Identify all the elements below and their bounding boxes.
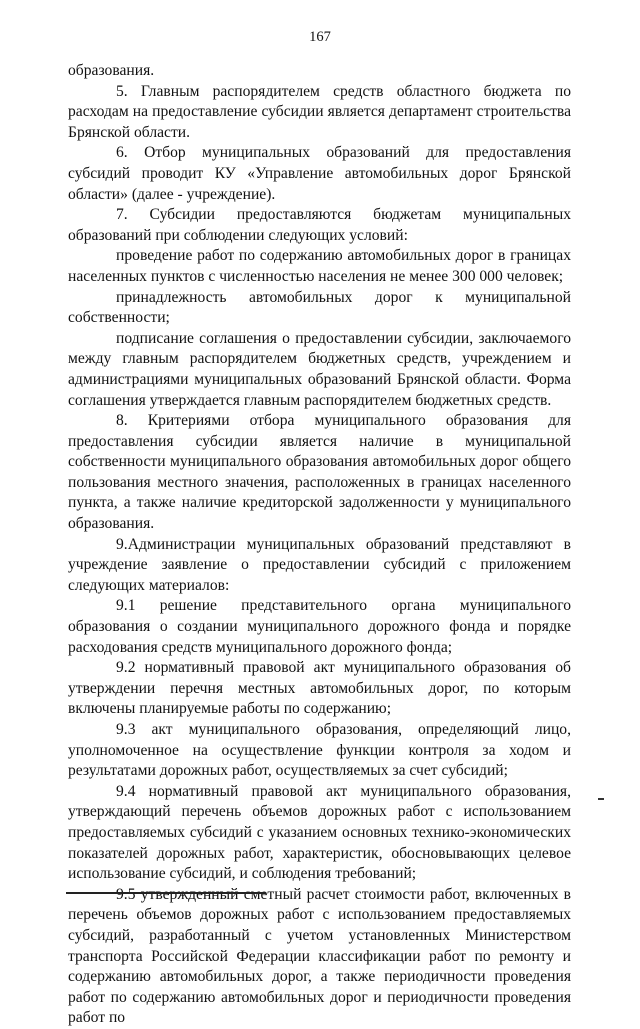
paragraph-6-selection: 6. Отбор муниципальных образований для предоставления субсидий проводит КУ «Управление автомобильных дорог Брянской области» (далее - учреждение). bbox=[68, 144, 571, 203]
scan-edge-line bbox=[66, 892, 266, 894]
condition-road-maintenance: проведение работ по содержанию автомобильных дорог в границах населенных пунктов с численностью населения не менее 300 000 человек; bbox=[68, 247, 571, 285]
paragraph-continuation: образования. bbox=[68, 62, 155, 79]
page-number: 167 bbox=[309, 29, 331, 45]
item-9-4: 9.4 нормативный правовой акт муниципального образования, утверждающий перечень объемов дорожных работ с использованием предоставляемых субсидий с указанием основных технико-экономических показателей дорожных работ, характеристик, обосновывающих целевое использование субсидий, и соблюдения требований; bbox=[68, 782, 571, 883]
condition-agreement: подписание соглашения о предоставлении субсидии, заключаемого между главным распорядителем бюджетных средств, учреждением и администрациями муниципальных образований Брянской области. Форма соглашения утверждается главным распорядителем бюджетных средств. bbox=[68, 329, 571, 409]
paragraph-5-main-administrator: 5. Главным распорядителем средств областного бюджета по расходам на предоставление субсидии является департамент строительства Брянской области. bbox=[68, 82, 571, 141]
margin-mark bbox=[598, 798, 604, 800]
item-9-5: 9.5 утвержденный сметный расчет стоимости работ, включенных в перечень объемов дорожных работ с использованием предоставляемых субсидий, разработанный с учетом установленных Министерством транспорта Российской Федерации классификации работ по ремонту и содержанию автомобильных дорог, а также периодичности проведения работ по содержанию автомобильных дорог и периодичности проведения работ по bbox=[68, 885, 571, 1027]
condition-municipal-ownership: принадлежность автомобильных дорог к муниципальной собственности; bbox=[68, 288, 571, 327]
paragraph-9-application: 9.Администрации муниципальных образований представляют в учреждение заявление о предоставлении субсидий с приложением следующих материалов: bbox=[68, 535, 571, 594]
paragraph-7-conditions: 7. Субсидии предоставляются бюджетам муниципальных образований при соблюдении следующих условий: bbox=[68, 206, 571, 244]
item-9-2: 9.2 нормативный правовой акт муниципального образования об утверждении перечня местных автомобильных дорог, по которым включены планируемые работы по содержанию; bbox=[68, 659, 571, 718]
document-body bbox=[68, 61, 571, 1029]
paragraph-8-criteria: 8. Критериями отбора муниципального образования для предоставления субсидии является наличие в муниципальной собственности муниципального образования автомобильных дорог общего пользования местного значения, расположенных в границах населенного пункта, а также наличие кредиторской задолженности у муниципального образования. bbox=[68, 412, 571, 533]
item-9-1: 9.1 решение представительного органа муниципального образования о создании муниципального дорожного фонда и порядке расходования средств муниципального дорожного фонда; bbox=[68, 597, 571, 656]
item-9-3: 9.3 акт муниципального образования, определяющий лицо, уполномоченное на осуществление функции контроля за ходом и результатами дорожных работ, осуществляемых за счет субсидий; bbox=[68, 721, 571, 780]
